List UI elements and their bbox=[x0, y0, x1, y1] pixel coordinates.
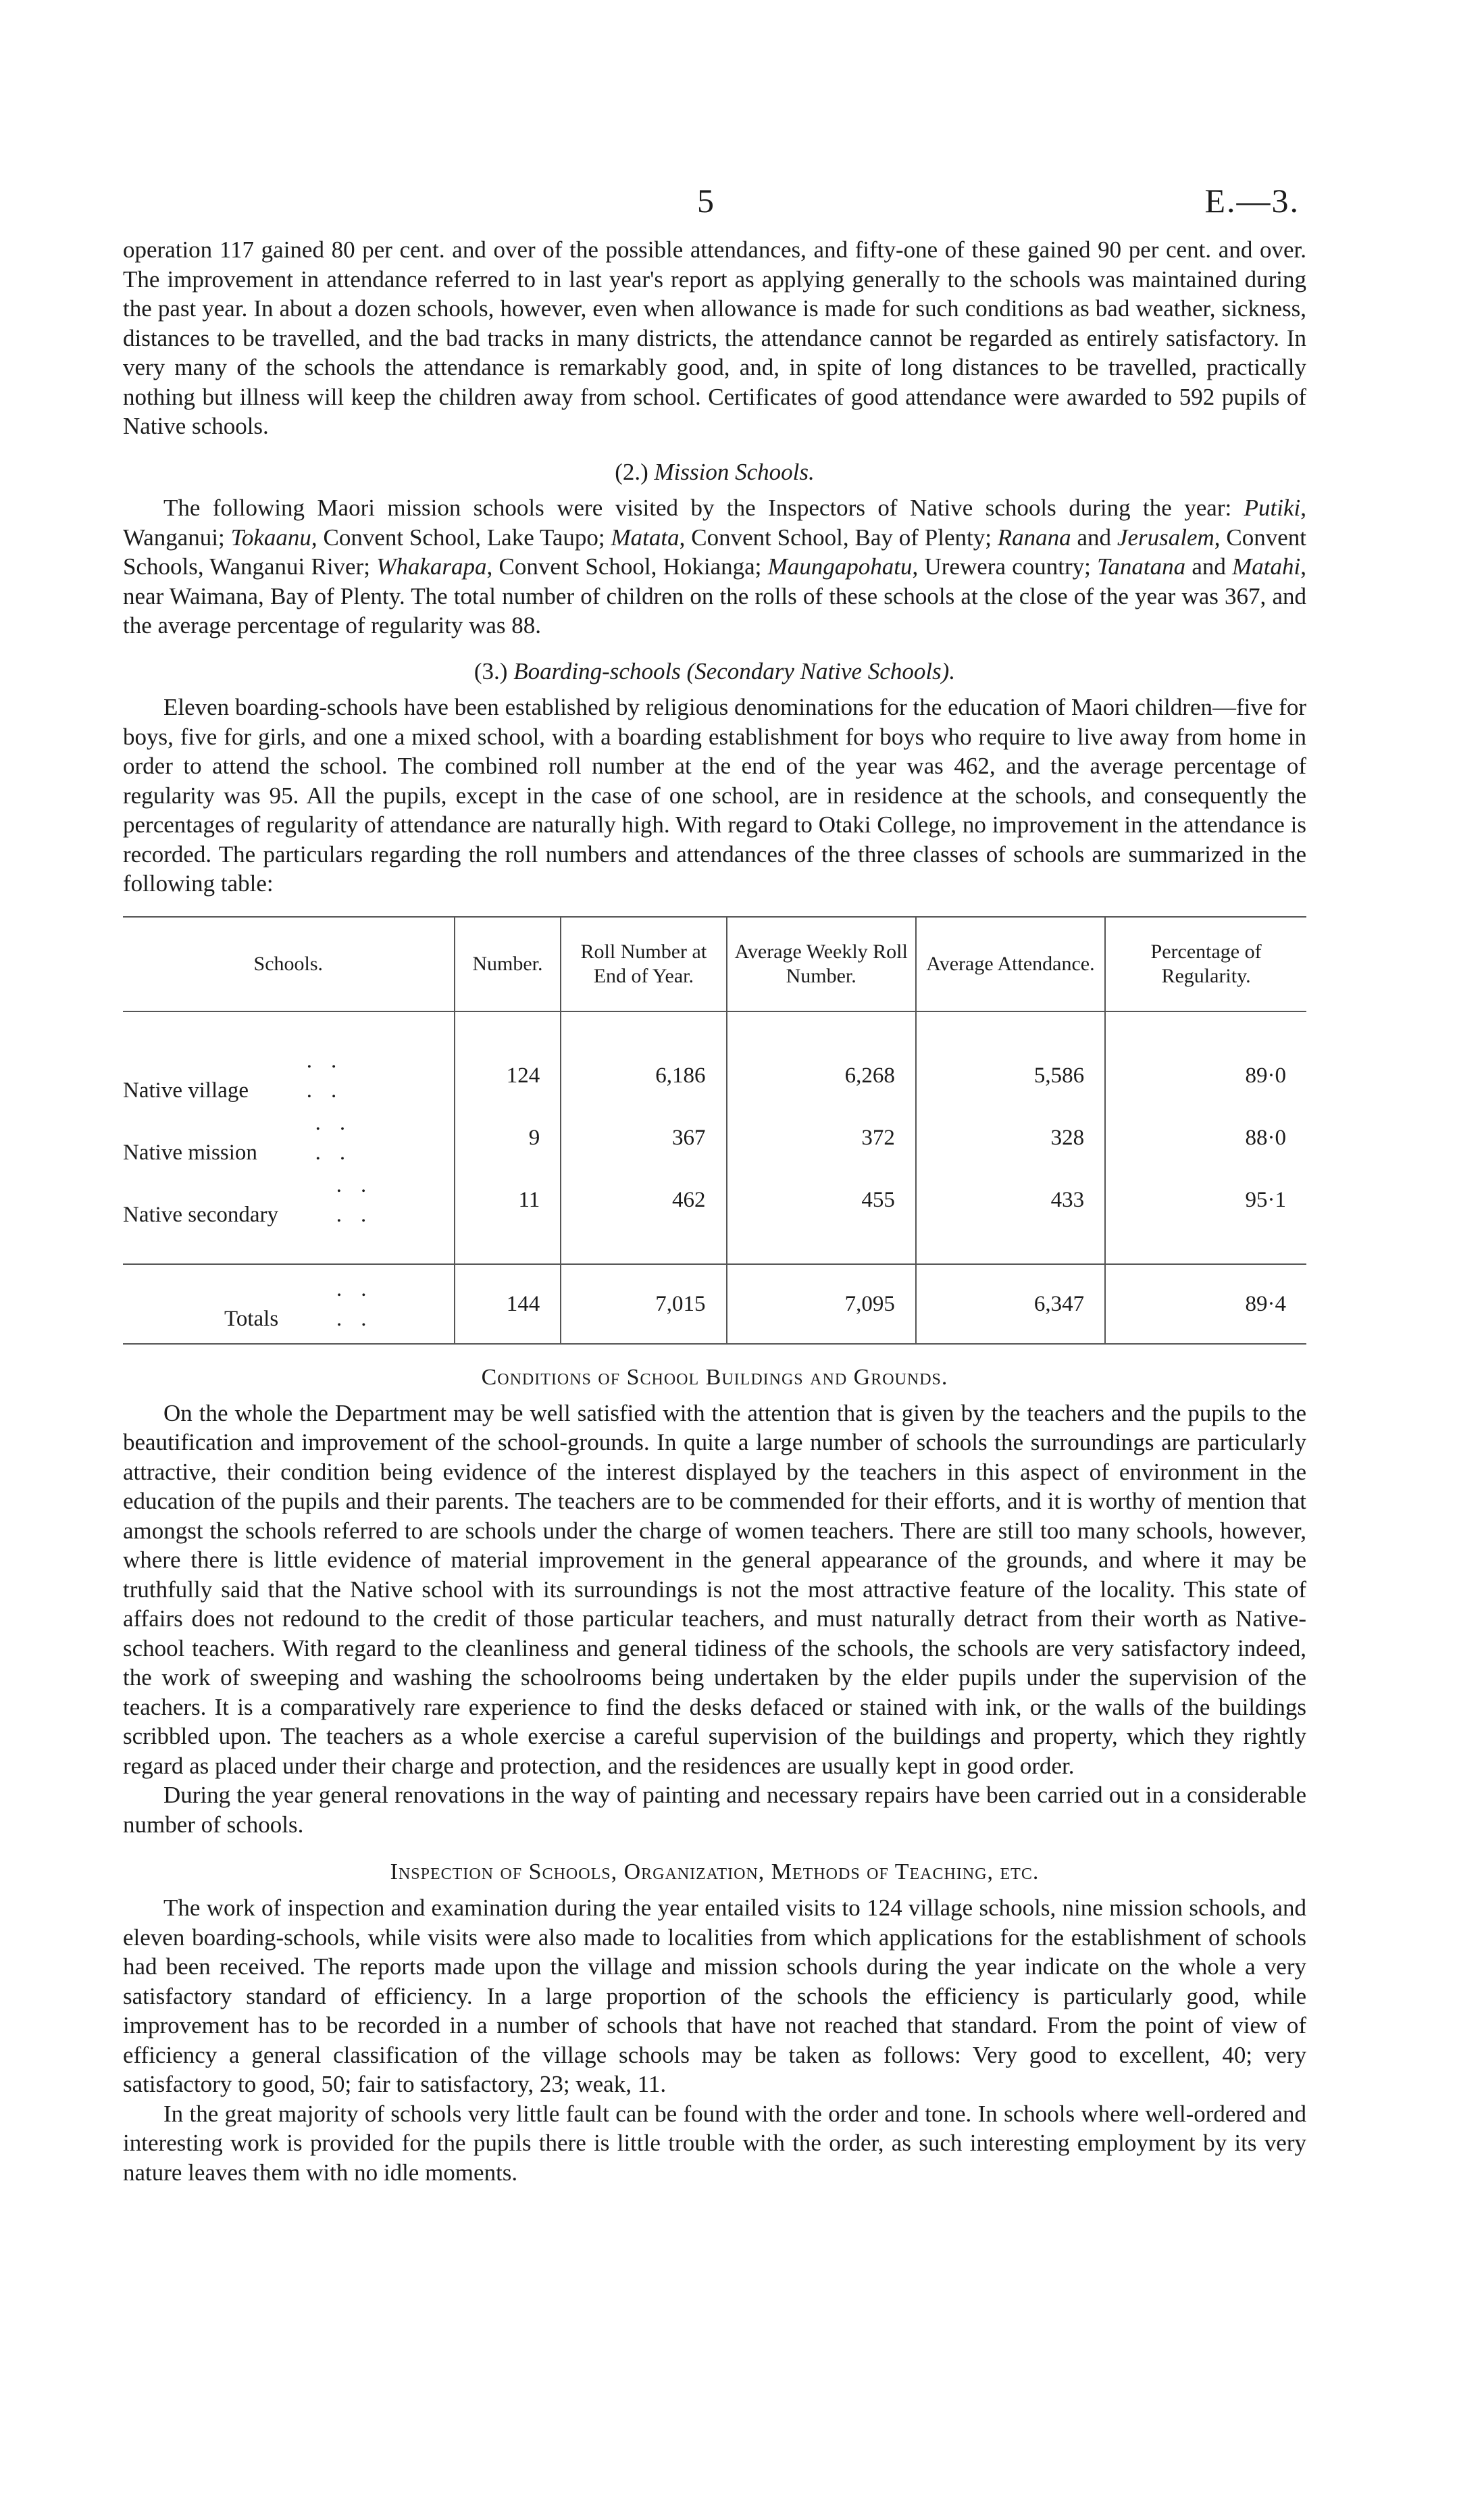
inspection-paragraph-2: In the great majority of schools very little fault can be found with the order and tone. In schools where well-ordered and interesting work is provided for the pupils there is little trouble with the order, as such interesting employment by its very nature leaves them with no idle moments. bbox=[123, 2100, 1306, 2186]
inspection-paragraph-1: The work of inspection and examination during the year entailed visits to 124 village schools, nine mission schools, and eleven boarding-schools, while visits were also made to localities from which applications for the establishment of schools had been received. The reports made upon the village and mission schools during the year indicate on the whole a very satisfactory standard of efficiency. In a large proportion of the schools the efficiency is particularly good, while improvement has to be recorded in a number of schools that have not reached that standard. From the point of view of efficiency a general classification of the village schools may be taken as follows: Very good to excellent, 40; very satisfactory to good, 50; fair to satisfactory, 23; weak, 11. bbox=[123, 1895, 1306, 2097]
table-row: Native mission .. .. 9 367 372 328 88·0 bbox=[123, 1107, 1306, 1169]
document-page bbox=[123, 181, 1306, 2187]
intro-paragraph: operation 117 gained 80 per cent. and over of the possible attendances, and fifty-one of these gained 90 per cent. and over. The improvement in attendance referred to in last year's report as applying generally to the schools was maintained during the past year. In about a dozen schools, however, even when allowance is made for such conditions as bad weather, sickness, distances to be travelled, and the bad tracks in many districts, the attendance cannot be regarded as entirely satisfactory. In very many of the schools the attendance is remarkably good, and, in spite of long distances to be travelled, practically nothing but illness will keep the children away from school. Certificates of good attendance were awarded to 592 pupils of Native schools. bbox=[123, 236, 1306, 439]
attendance-table bbox=[123, 916, 1306, 1345]
boarding-schools-paragraph: Eleven boarding-schools have been established by religious denominations for the education of Maori children—five for boys, five for girls, and one a mixed school, with a boarding establishment for boys who require to live away from home in order to attend the school. The combined roll number at the end of the year was 462, and the average percentage of regularity was 95. All the pupils, except in the case of one school, are in residence at the schools, and consequently the percentages of regularity of attendance are naturally high. With regard to Otaki College, no improvement in the attendance is recorded. The particulars regarding the roll numbers and attendances of the three classes of schools are summarized in the following table: bbox=[123, 694, 1306, 897]
table-row: Native village .. .. 124 6,186 6,268 5,586 89·0 bbox=[123, 1045, 1306, 1107]
col-weekly-roll: Average Weekly Roll Number. bbox=[727, 917, 916, 1011]
conditions-heading: Conditions of School Buildings and Grounds. bbox=[481, 1364, 948, 1390]
document-reference: E.—3. bbox=[1204, 182, 1300, 220]
table-total-row: Totals .. .. 144 7,015 7,095 6,347 89·4 bbox=[123, 1264, 1306, 1344]
page-number: 5 bbox=[697, 182, 714, 220]
table-header-row bbox=[123, 917, 1306, 1011]
mission-schools-paragraph: The following Maori mission schools were visited by the Inspectors of Native schools during the year: Putiki, Wanganui; Tokaanu, Convent School, Lake Taupo; Matata, Convent School, Bay of Plenty; Ranana and Jerusalem, Convent Schools, Wanganui River; Whakarapa, Convent School, Hokianga; Maungapohatu, Urewera country; Tanatana and Matahi, near Waimana, Bay of Plenty. The total number of children on the rolls of these schools at the close of the year was 367, and the average percentage of regularity was 88. bbox=[123, 495, 1306, 638]
col-number: Number. bbox=[455, 917, 561, 1011]
col-schools: Schools. bbox=[123, 917, 455, 1011]
col-attendance: Average Attendance. bbox=[916, 917, 1105, 1011]
conditions-paragraph-1: On the whole the Department may be well satisfied with the attention that is given by the teachers and the pupils to the beautification and improvement of the school-grounds. In quite a large number of schools the surroundings are particularly attractive, their condition being evidence of the interest displayed by the teachers in this aspect of environment in the education of the pupils and their parents. The teachers are to be commended for their efforts, and it is worthy of mention that amongst the schools referred to are schools under the charge of women teachers. There are still too many schools, however, where there is little evidence of material improvement in the general appearance of the grounds, and where it may be truthfully said that the Native school with its surroundings is not the most attractive feature of the locality. This state of affairs does not redound to the credit of those particular teachers, and must naturally detract from their worth as Native-school teachers. With regard to the cleanliness and general tidiness of the schools, the schools are very satisfactory indeed, the work of sweeping and washing the schoolrooms being undertaken by the elder pupils under the supervision of the teachers. It is a comparatively rare experience to find the desks defaced or stained with ink, or the walls of the buildings scribbled upon. The teachers as a whole exercise a careful supervision of the buildings and property, which they rightly regard as placed under their charge and protection, and the residences are usually kept in good order. bbox=[123, 1399, 1306, 1779]
conditions-paragraph-2: During the year general renovations in the way of painting and necessary repairs have been carried out in a considerable number of schools. bbox=[123, 1782, 1306, 1838]
inspection-heading: Inspection of Schools, Organization, Methods of Teaching, etc. bbox=[390, 1859, 1040, 1884]
mission-schools-heading: (2.) Mission Schools. bbox=[615, 458, 815, 485]
col-roll-number: Roll Number at End of Year. bbox=[561, 917, 726, 1011]
boarding-schools-heading: (3.) Boarding-schools (Secondary Native Schools). bbox=[474, 657, 956, 684]
col-regularity: Percentage of Regularity. bbox=[1105, 917, 1306, 1011]
table-row: Native secondary .. .. 11 462 455 433 95·1 bbox=[123, 1169, 1306, 1231]
page-header bbox=[123, 181, 1306, 235]
